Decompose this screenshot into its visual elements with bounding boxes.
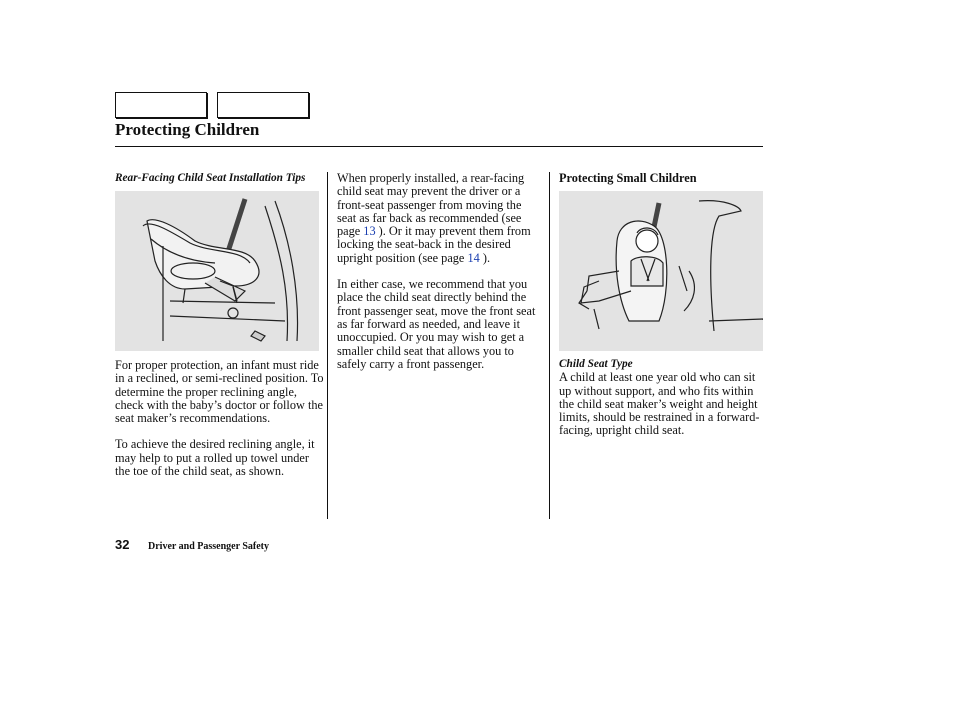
middle-column [337, 172, 543, 371]
middle-text-segment: ). [482, 250, 491, 265]
left-column [115, 172, 325, 478]
page-link-14[interactable]: 14 [467, 250, 480, 265]
middle-text-segment: When properly installed, a rear-facing child seat may prevent the driver or a front-seat passenger from moving the seat as far back as recommended (see page [337, 171, 525, 239]
small-child-figure [559, 191, 763, 351]
child-in-forward-facing-seat-illustration-icon [559, 191, 763, 351]
page-link-13[interactable]: 13 [363, 224, 376, 239]
right-column [559, 172, 764, 438]
column-divider-2 [549, 172, 550, 519]
nav-button-next[interactable] [217, 92, 309, 118]
middle-paragraph-2: In either case, we recommend that you place the child seat directly behind the front passenger seat, move the front seat as far forward as needed, and leave it unoccupied. Or you may wish to get a smaller child seat that allows you to safely carry a front passenger. [337, 277, 536, 371]
rear-facing-infant-seat-illustration-icon [115, 191, 319, 351]
page-number: 32 [115, 537, 130, 552]
right-paragraph: A child at least one year old who can sit up without support, and who fits within the child seat maker’s weight and height limits, should be restrained in a forward-facing, upright child seat. [559, 370, 760, 438]
nav-button-previous[interactable] [115, 92, 207, 118]
middle-text-segment: ). Or it may prevent them from locking the seat-back in the desired upright position (see page [337, 224, 531, 265]
column-divider-1 [327, 172, 328, 519]
subheading-child-seat-type: Child Seat Type [559, 358, 633, 371]
section-heading-small-children: Protecting Small Children [559, 171, 697, 185]
middle-paragraph-1 [337, 172, 543, 265]
title-rule [115, 146, 763, 147]
section-heading-rear-facing: Rear-Facing Child Seat Installation Tips [115, 172, 306, 184]
rear-facing-seat-figure [115, 191, 319, 351]
page-title: Protecting Children [115, 120, 260, 139]
footer-section-link[interactable]: Driver and Passenger Safety [148, 541, 270, 552]
left-paragraph-2: To achieve the desired reclining angle, it may help to put a rolled up towel under the toe of the child seat, as shown. [115, 437, 315, 479]
left-paragraph-1: For proper protection, an infant must ride in a reclined, or semi-reclined position. To determine the proper reclining angle, check with the baby’s doctor or follow the seat maker’s recommendations. [115, 358, 324, 426]
